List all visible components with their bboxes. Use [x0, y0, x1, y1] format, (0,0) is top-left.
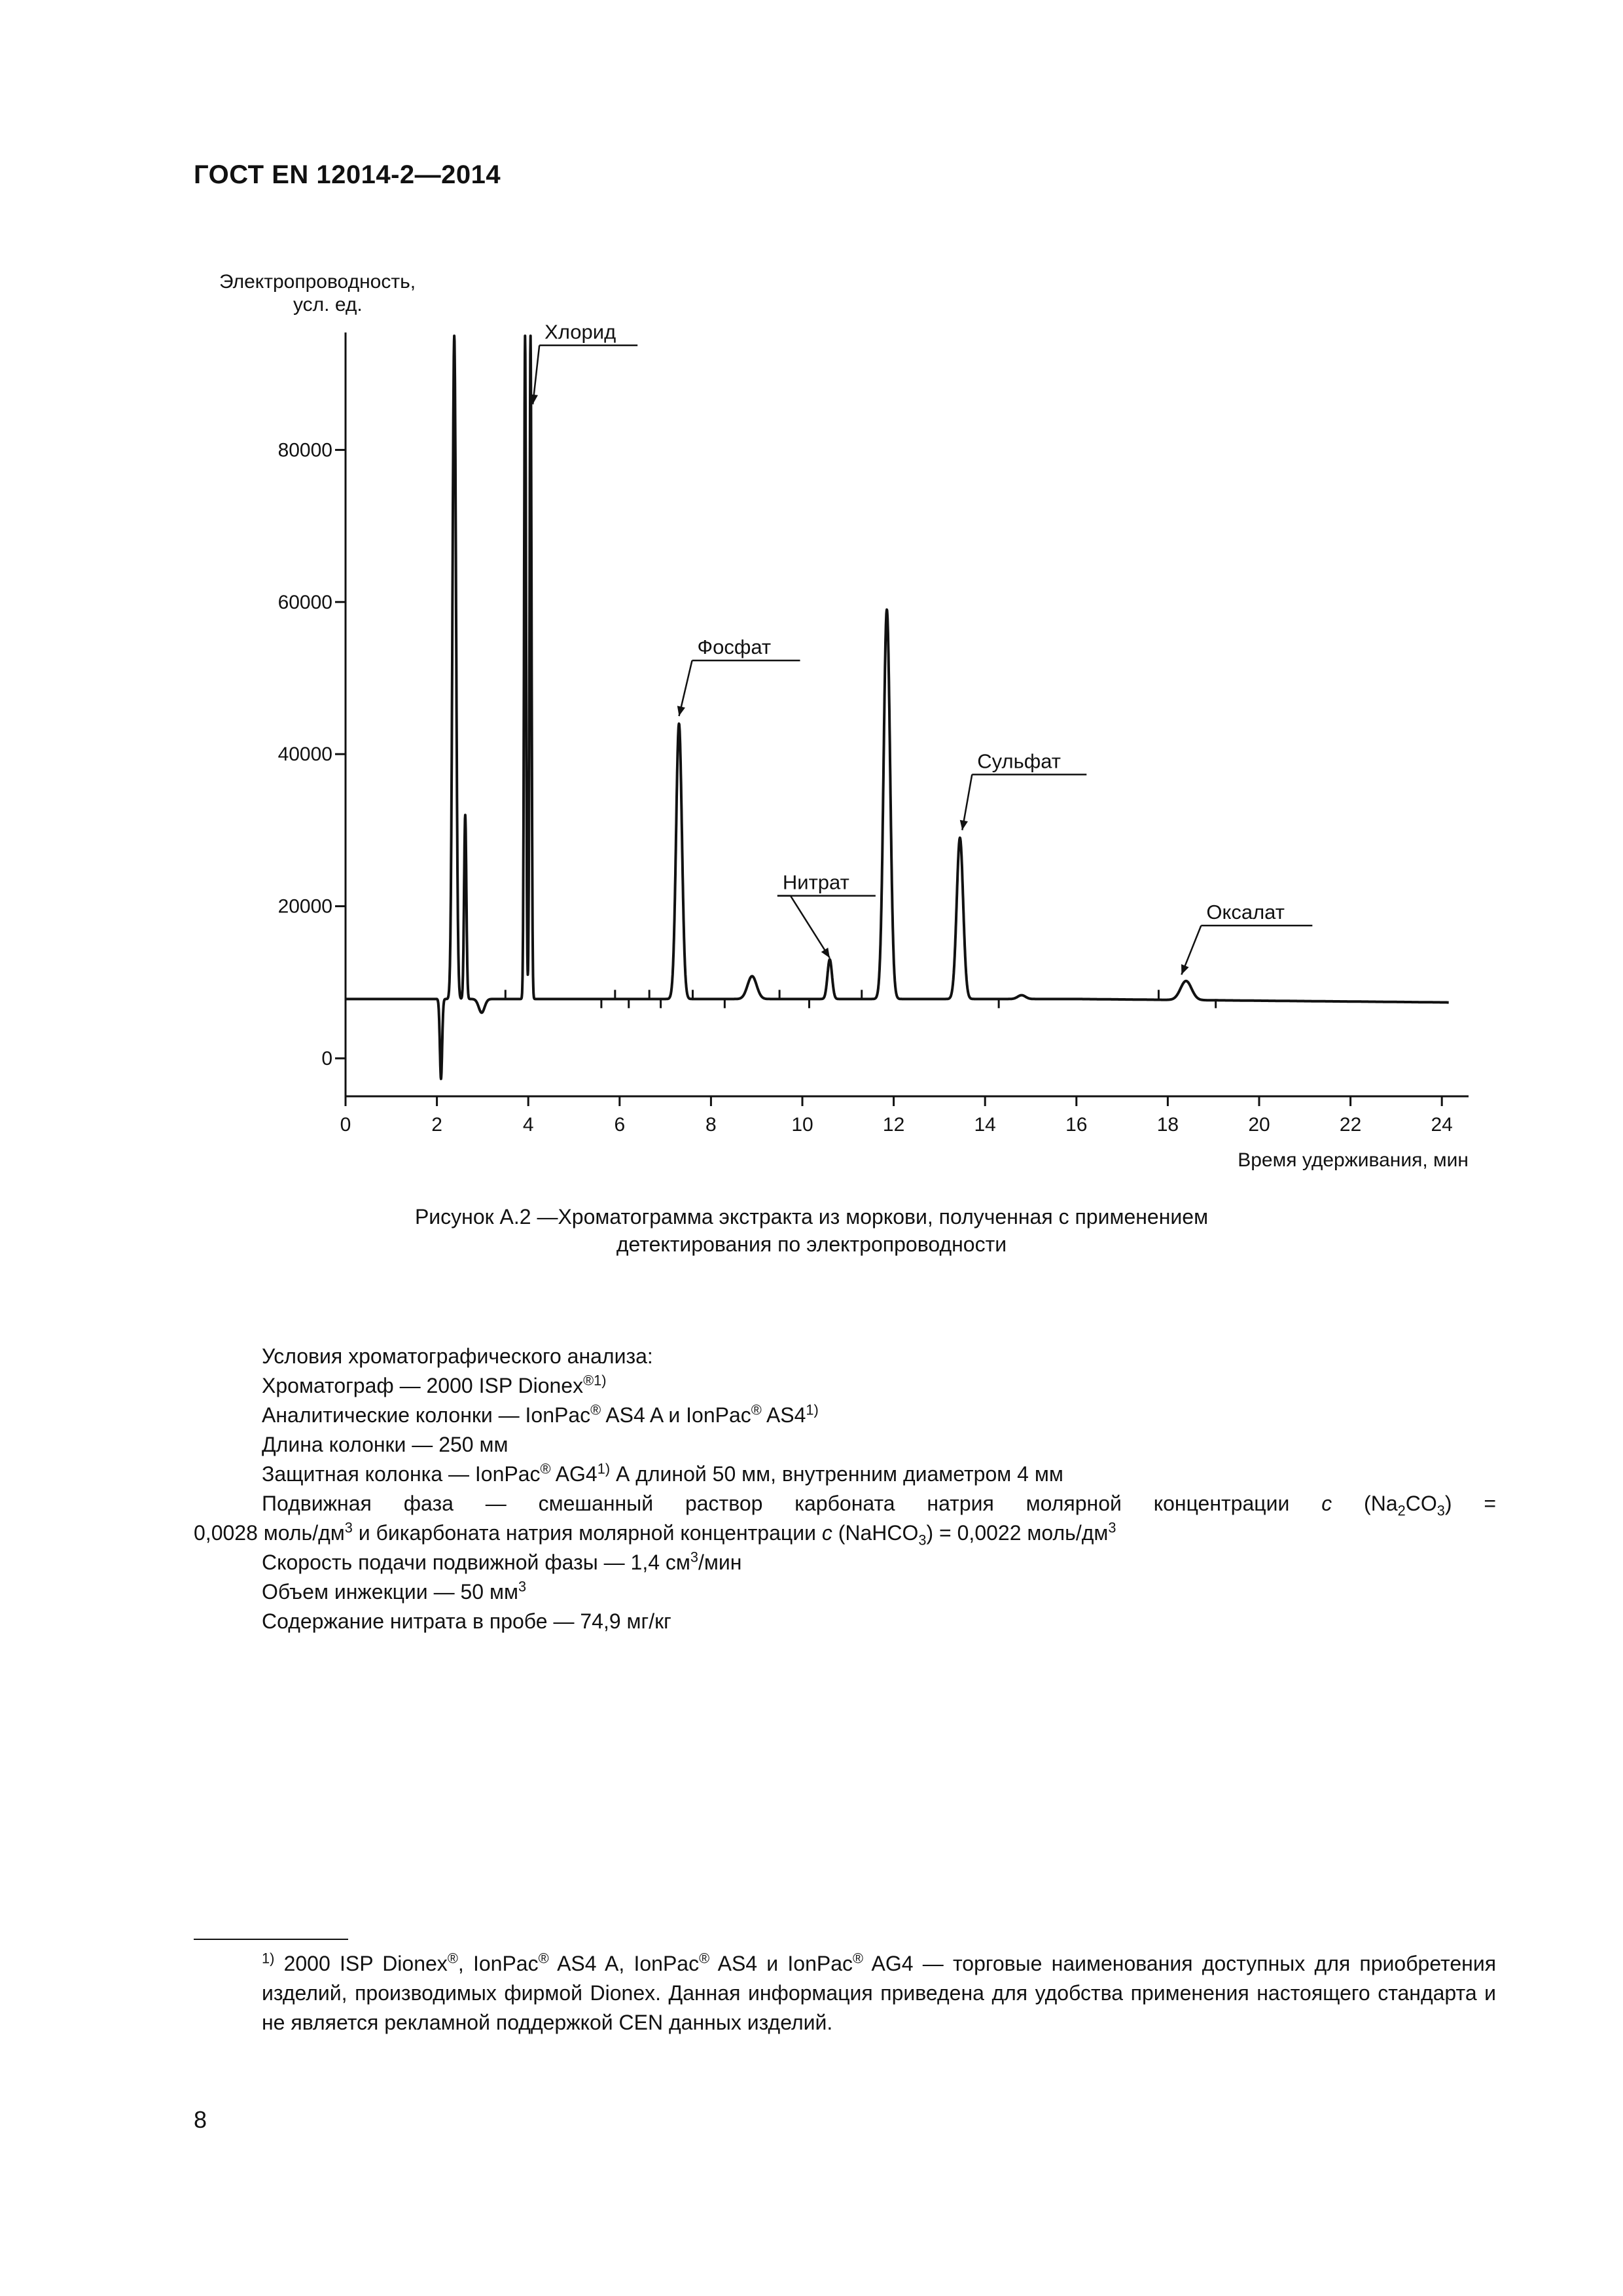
condition-columns: Аналитические колонки — IonPac® AS4 A и IonPac® AS4$^{1)}$ — [262, 1401, 819, 1427]
document-header: ГОСТ EN 12014-2—2014 — [194, 160, 501, 189]
conditions-title: Условия хроматографического анализа: — [262, 1344, 653, 1368]
condition-mobile-phase-cont: 0,0028 моль/$дм^3$ и бикарбоната натрия молярной концентрации c (NaHCO$_3$) = 0,0022 моль/$дм^3$ — [194, 1519, 1116, 1549]
condition-chromatograph: Хроматограф — 2000 ISP Dionex$^{®1)}$ — [262, 1372, 607, 1397]
x-tick-label: 0 — [340, 1114, 351, 1136]
footnote — [194, 1949, 1496, 2037]
annotation-label: Хлорид — [544, 320, 616, 344]
annotation-label: Нитрат — [782, 870, 849, 894]
x-tick-label: 18 — [1156, 1114, 1179, 1136]
x-tick-label: 8 — [705, 1114, 717, 1136]
analysis-conditions — [194, 1342, 1496, 1636]
x-tick-label: 2 — [431, 1114, 442, 1136]
condition-injection-volume: Объем инжекции — 50 $мм^3$ — [262, 1578, 527, 1604]
y-axis-title-line2: усл. ед. — [293, 294, 363, 315]
figure-caption — [196, 1203, 1427, 1258]
footnote-separator — [194, 1939, 348, 1940]
caption-line-2: детектирования по электропроводности — [616, 1232, 1007, 1256]
footnote-text: $^{1)}$ 2000 ISP Dionex®, IonPac® AS4 A, IonPac® AS4 и IonPac® AG4 — торговые наименования доступных для приобретения изделий, производимых фирмой Dionex. Данная информация приведена для удобства применения настоящего стандарта и не является рекламной поддержкой CEN данных изделий. — [262, 1950, 1497, 2034]
x-tick-label: 4 — [522, 1114, 534, 1136]
y-tick-label: 20000 — [277, 895, 332, 918]
annotation-arrowhead — [677, 706, 685, 716]
x-tick-label: 20 — [1248, 1114, 1270, 1136]
condition-flow-rate: Скорость подачи подвижной фазы — 1,4 $см^3$/мин — [262, 1549, 742, 1574]
condition-guard-column: Защитная колонка — IonPac® AG4$^{1)}$ А длиной 50 мм, внутренним диаметром 4 мм — [262, 1460, 1063, 1486]
y-ticks — [278, 439, 346, 1069]
condition-column-length: Длина колонки — 250 мм — [262, 1433, 508, 1456]
x-tick-label: 14 — [974, 1114, 996, 1136]
condition-mobile-phase: Подвижная фаза — смешанный раствор карбоната натрия молярной концентрации c $(Na_2CO_3)$ = — [262, 1492, 1497, 1519]
annotation-label: Сульфат — [977, 749, 1061, 773]
annotation-arrowhead — [1181, 964, 1189, 975]
x-tick-label: 16 — [1065, 1114, 1088, 1136]
chart-axes — [346, 332, 1469, 1096]
y-axis-title-line1: Электропроводность, — [219, 271, 416, 293]
annotation-label: Оксалат — [1206, 901, 1285, 924]
y-tick-label: 60000 — [277, 591, 332, 613]
condition-nitrate-content: Содержание нитрата в пробе — 74,9 мг/кг — [262, 1609, 671, 1633]
page-number: 8 — [194, 2106, 207, 2133]
annotation-arrowhead — [960, 820, 968, 831]
x-axis-title: Время удерживания, мин — [1238, 1149, 1469, 1171]
x-tick-label: 10 — [791, 1114, 813, 1136]
chromatogram-trace — [346, 336, 1449, 1079]
y-tick-label: 80000 — [277, 439, 332, 461]
x-tick-label: 24 — [1431, 1114, 1453, 1136]
y-tick-label: 40000 — [277, 744, 332, 766]
x-tick-label: 12 — [882, 1114, 905, 1136]
x-tick-label: 22 — [1339, 1114, 1362, 1136]
annotation-arrowhead — [821, 948, 830, 958]
annotation-label: Фосфат — [697, 636, 772, 659]
x-tick-label: 6 — [614, 1114, 626, 1136]
peak-annotations — [505, 321, 1312, 1009]
caption-line-1: Рисунок А.2 —Хроматограмма экстракта из моркови, полученная с применением — [414, 1205, 1209, 1229]
x-ticks — [340, 1096, 1453, 1136]
y-tick-label: 0 — [321, 1048, 332, 1069]
annotation-leader — [777, 896, 830, 958]
